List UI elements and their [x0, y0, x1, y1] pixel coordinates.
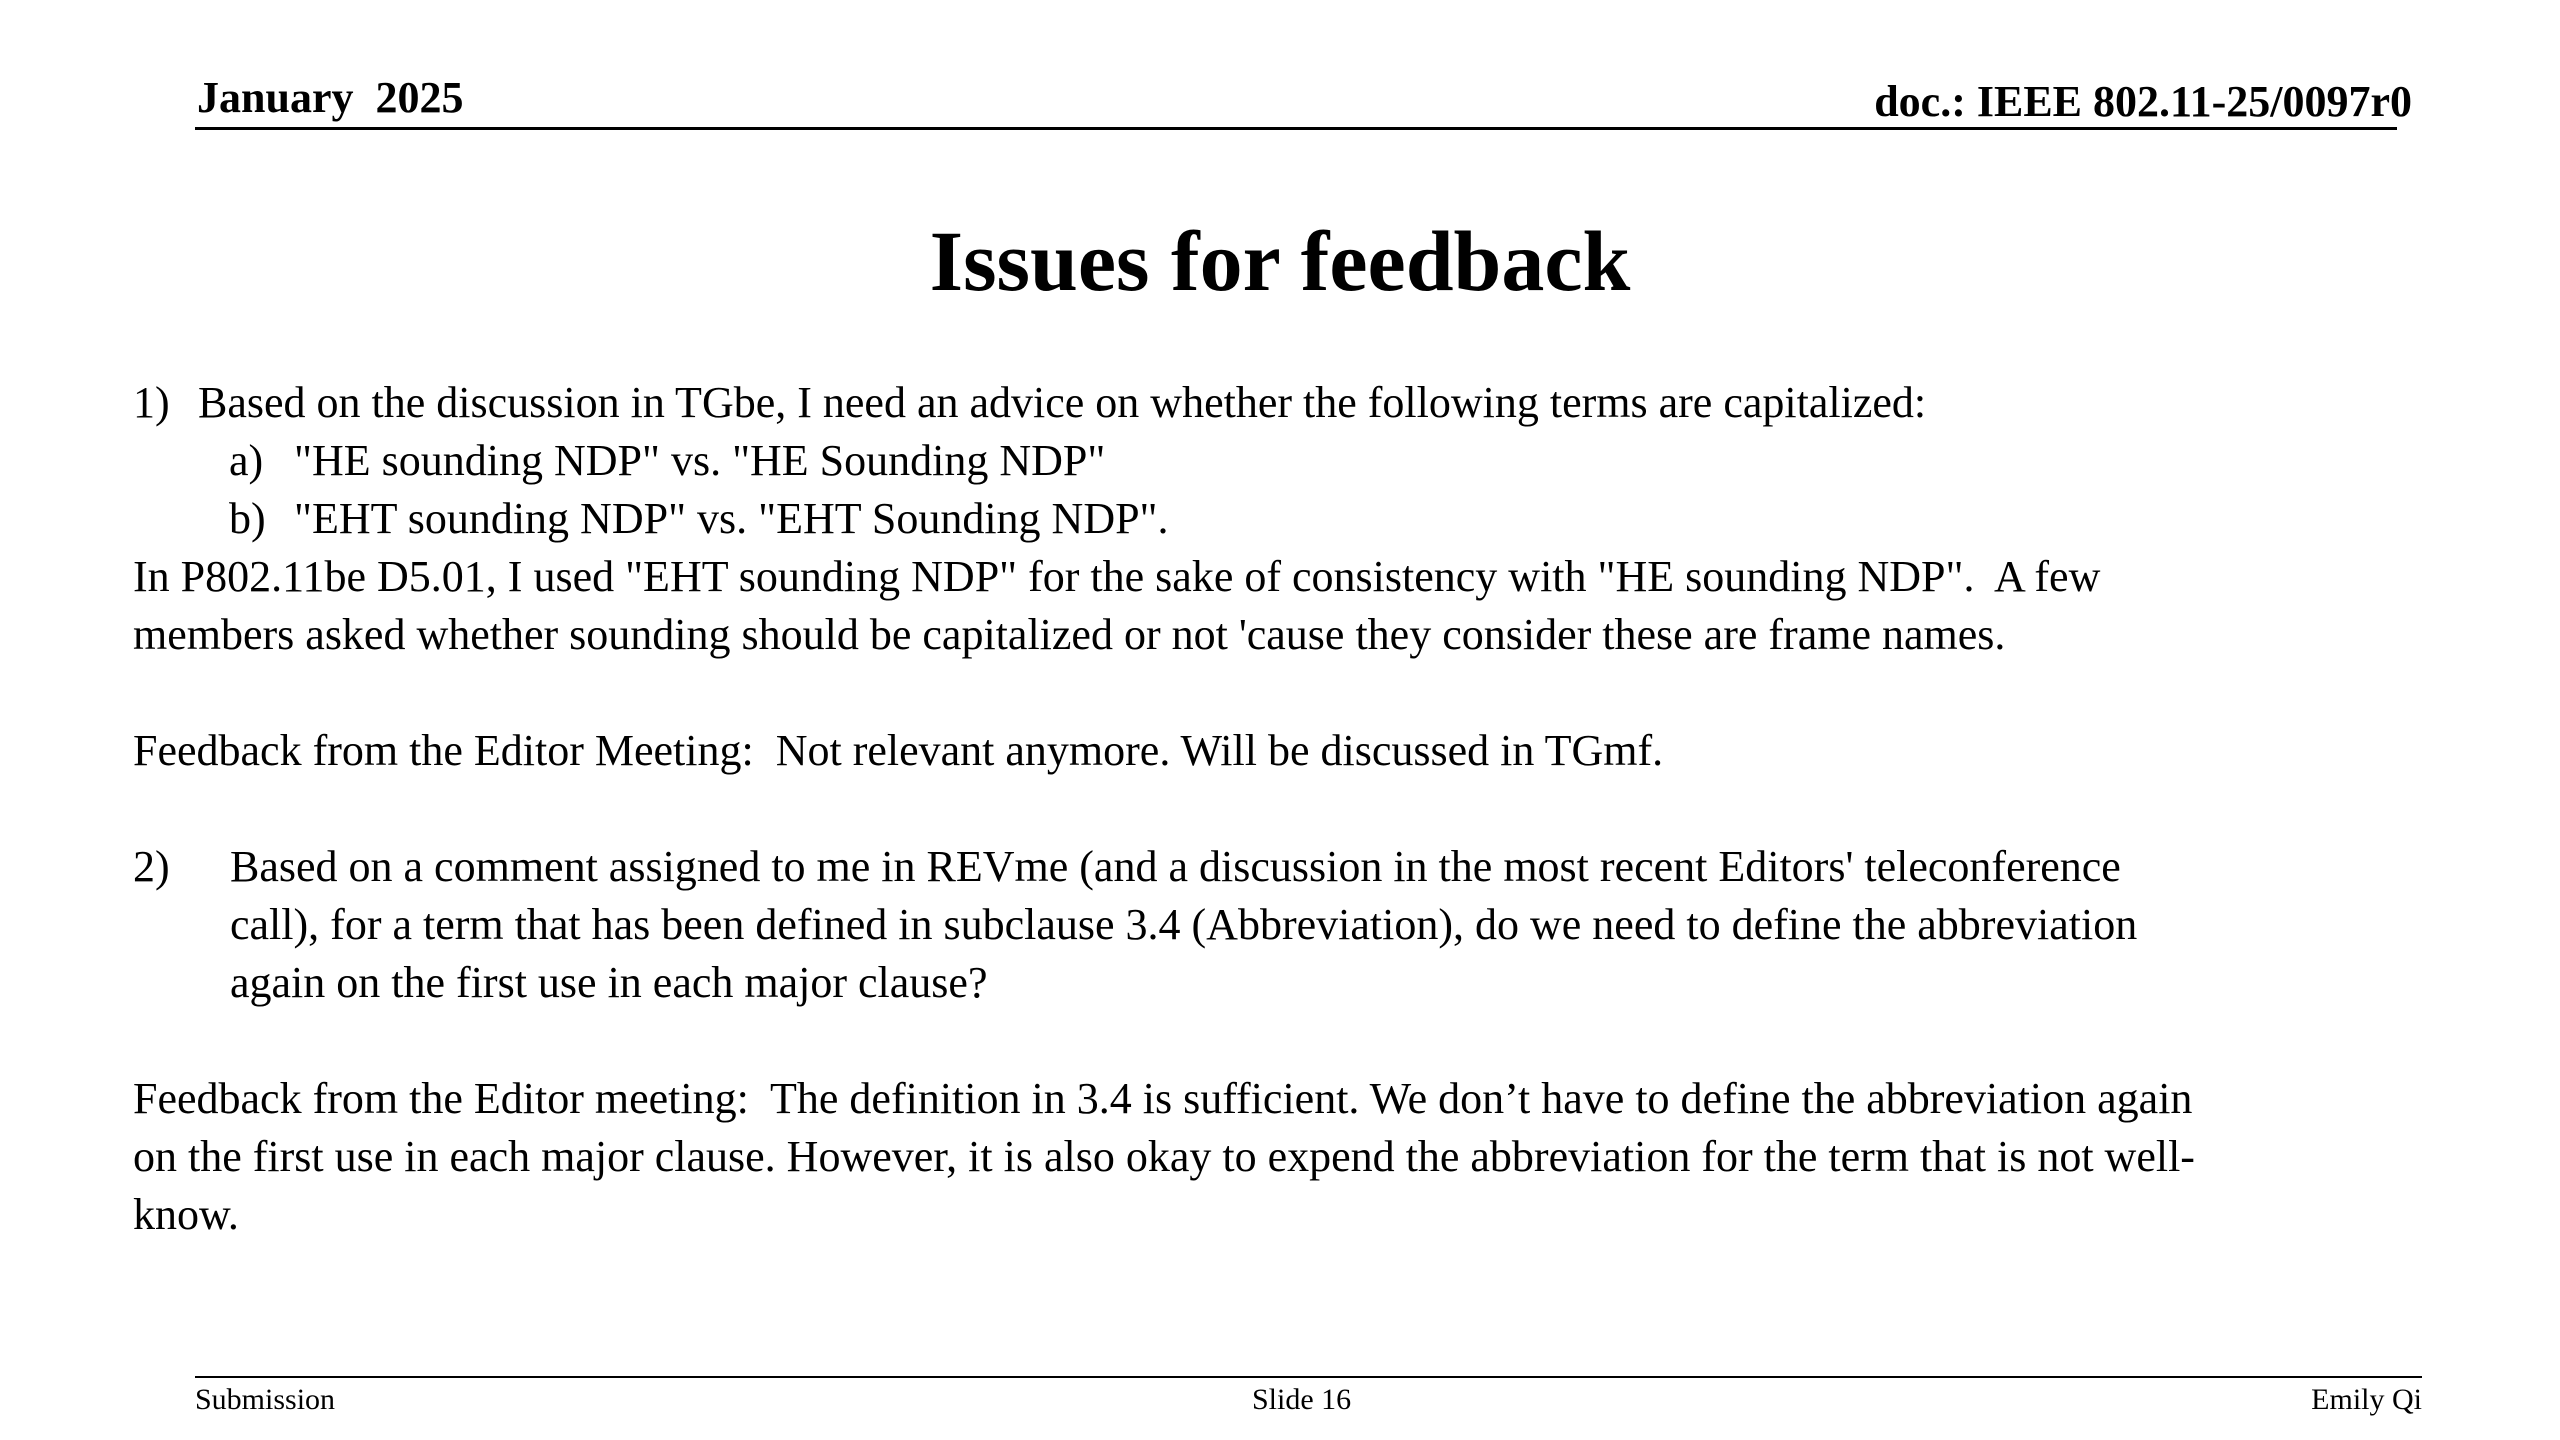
header-date: January 2025: [197, 73, 464, 122]
footer-submission: Submission: [195, 1383, 336, 1416]
footer-rule: [195, 1376, 2422, 1378]
item-1-text: Based on the discussion in TGbe, I need an advice on whether the following terms are capitalized:: [198, 378, 1927, 427]
item-2-feedback-line-2: on the first use in each major clause. However, it is also okay to expend the abbreviation for the term that is not well-: [133, 1132, 2195, 1181]
subitem-a-text: "HE sounding NDP" vs. "HE Sounding NDP": [294, 436, 1106, 485]
subitem-b-text: "EHT sounding NDP" vs. "EHT Sounding NDP".: [294, 494, 1169, 543]
spacer: [133, 664, 2433, 722]
item-1-number: 1): [133, 378, 170, 427]
item-2: [133, 838, 2433, 1012]
item-1: [133, 374, 2433, 432]
header-rule: [195, 127, 2397, 130]
item-2-feedback-line-3: know.: [133, 1190, 239, 1239]
slide-title: Issues for feedback: [929, 213, 1631, 309]
item-1-note-line-2: members asked whether sounding should be capitalized or not 'cause they consider these are frame names.: [133, 610, 2006, 659]
spacer: [133, 1012, 2433, 1070]
subitem-b-label: b): [229, 494, 266, 543]
spacer: [133, 780, 2433, 838]
item-2-text: [230, 838, 2433, 1012]
footer-author: Emily Qi: [2311, 1383, 2422, 1416]
subitem-a: [133, 432, 2433, 490]
subitem-b: [133, 490, 2433, 548]
item-2-line-1: Based on a comment assigned to me in REVme (and a discussion in the most recent Editors' teleconference: [230, 842, 2121, 891]
item-1-feedback: Feedback from the Editor Meeting: Not relevant anymore. Will be discussed in TGmf.: [133, 726, 1664, 775]
item-1-note-line-1: In P802.11be D5.01, I used "EHT sounding NDP" for the sake of consistency with "HE sounding NDP". A few: [133, 552, 2101, 601]
slide-body: [133, 374, 2433, 1244]
item-2-number: 2): [133, 842, 170, 891]
item-2-feedback-line-1: Feedback from the Editor meeting: The definition in 3.4 is sufficient. We don’t have to define the abbreviation again: [133, 1074, 2193, 1123]
item-2-line-2: call), for a term that has been defined in subclause 3.4 (Abbreviation), do we need to define the abbreviation: [230, 900, 2138, 949]
item-2-line-3: again on the first use in each major clause?: [230, 958, 988, 1007]
header-doc-id: doc.: IEEE 802.11-25/0097r0: [1874, 77, 2412, 126]
footer-slide-number: Slide 16: [1252, 1383, 1352, 1416]
subitem-a-label: a): [229, 436, 264, 485]
